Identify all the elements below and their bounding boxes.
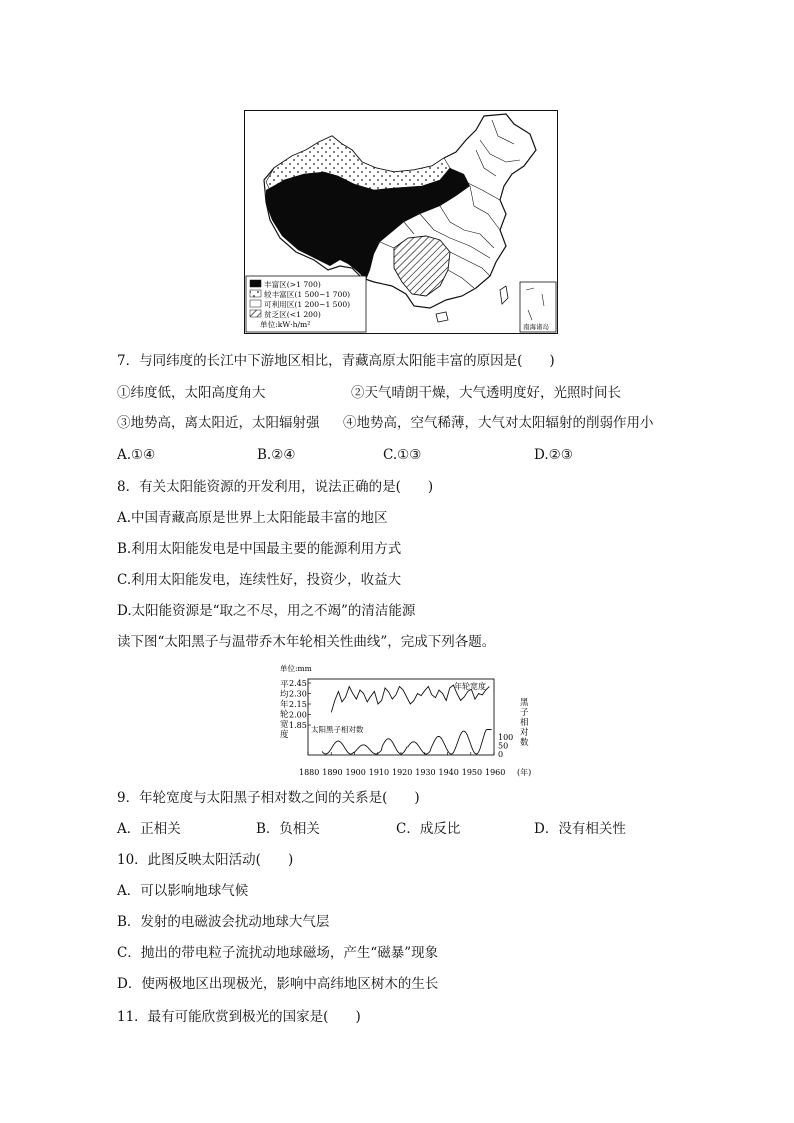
q10-option-c: C．抛出的带电粒子流扰动地球磁场，产生“磁暴”现象: [117, 945, 439, 961]
q7-statement-1: ①纬度低，太阳高度角大: [117, 385, 266, 401]
left-axis-char: 度: [280, 730, 289, 740]
left-axis-char: 宽: [280, 720, 289, 730]
q10-option-b: B．发射的电磁波会扰动地球大气层: [117, 914, 330, 930]
left-tick-label: 2.00: [289, 710, 307, 720]
chart-unit-label: 单位:mm: [280, 664, 312, 673]
x-tick-label: 1920: [392, 768, 413, 777]
q7-stem: 7．与同纬度的长江中下游地区相比，青藏高原太阳能丰富的原因是( ): [117, 353, 555, 369]
q9-option-c: C．成反比: [396, 821, 461, 837]
q7-statement-3: ③地势高，离太阳近，太阳辐射强: [117, 415, 320, 431]
x-tick-label: 1950: [461, 768, 483, 777]
right-axis-ticks: [498, 733, 513, 759]
right-axis-char: 数: [520, 738, 529, 748]
sunspot-tree-ring-chart: [280, 663, 540, 781]
china-solar-energy-map: [244, 110, 558, 334]
left-axis-char: 均: [280, 690, 289, 700]
q7-statement-4: ④地势高，空气稀薄，大气对太阳辐射的削弱作用小: [343, 415, 654, 431]
q9-stem: 9．年轮宽度与太阳黑子相对数之间的关系是( ): [117, 790, 420, 806]
series-label-ring-width: 年轮宽度: [454, 682, 486, 691]
left-axis-char: 年: [280, 700, 289, 710]
left-tick-label: 2.30: [289, 689, 307, 699]
q8-option-b: B.利用太阳能发电是中国最主要的能源利用方式: [117, 541, 402, 557]
series-label-sunspot: 太阳黑子相对数: [311, 725, 364, 734]
q8-stem: 8．有关太阳能资源的开发利用，说法正确的是( ): [117, 479, 434, 495]
left-tick-label: 2.45: [289, 679, 307, 688]
q7-statement-2: ②天气晴朗干燥，大气透明度好，光照时间长: [351, 385, 621, 401]
q9-option-d: D．没有相关性: [534, 821, 626, 837]
inset-label: 南海诸岛: [523, 323, 549, 331]
legend-poor: 贫乏区(<1 200): [264, 310, 321, 319]
q10-option-d: D．使两极地区出现极光，影响中高纬地区树木的生长: [117, 976, 439, 992]
q8-option-d: D.太阳能资源是“取之不尽，用之不竭”的清洁能源: [117, 603, 416, 619]
right-axis-char: 对: [520, 728, 529, 738]
q7-option-d: D.②③: [534, 447, 573, 463]
hainan-island: [436, 312, 448, 322]
right-axis-char: 黑: [520, 698, 529, 708]
left-tick-label: 2.15: [289, 700, 307, 709]
x-tick-label: 1910: [368, 768, 390, 777]
right-axis-char: 子: [520, 708, 529, 718]
plot-area: [322, 685, 492, 754]
x-axis-unit: (年): [517, 768, 532, 777]
q7-option-b: B.②④: [257, 447, 296, 463]
left-axis-label: [280, 680, 289, 740]
x-tick-label: 1960: [485, 768, 506, 777]
legend-relatively-rich: 较丰富区(1 500~1 700): [264, 290, 351, 299]
q8-option-c: C.利用太阳能发电，连续性好，投资少，收益大: [117, 572, 402, 588]
right-tick-label: 50: [498, 741, 509, 751]
right-axis-label: [520, 698, 529, 748]
q10-stem: 10．此图反映太阳活动( ): [117, 852, 294, 868]
q7-option-a: A.①④: [117, 447, 156, 463]
x-tick-label: 1880: [299, 768, 320, 777]
left-tick-label: 1.85: [289, 721, 307, 730]
right-tick-label: 100: [498, 733, 514, 742]
chart-intro: 读下图“太阳黑子与温带乔木年轮相关性曲线”，完成下列各题。: [117, 634, 496, 650]
legend-rich: 丰富区(>1 700): [264, 280, 321, 289]
x-tick-label: 1930: [415, 768, 436, 777]
q9-option-a: A．正相关: [117, 821, 181, 837]
right-axis-char: 相: [520, 718, 529, 728]
q10-option-a: A．可以影响地球气候: [117, 883, 249, 899]
legend-usable: 可利用区(1 200~1 500): [264, 300, 351, 309]
x-tick-label: 1940: [438, 768, 459, 777]
left-axis-char: 平: [280, 680, 289, 690]
left-axis-char: 轮: [280, 710, 289, 720]
q8-option-a: A.中国青藏高原是世界上太阳能最丰富的地区: [117, 510, 388, 526]
q11-stem: 11．最有可能欣赏到极光的国家是( ): [117, 1009, 361, 1025]
legend-unit: 单位:kW·h/m²: [260, 320, 311, 329]
right-tick-label: 0: [498, 750, 504, 759]
q9-option-b: B．负相关: [256, 821, 320, 837]
x-tick-label: 1890: [322, 768, 343, 777]
x-axis-ticks: [299, 752, 505, 777]
q7-option-c: C.①③: [383, 447, 422, 463]
x-tick-label: 1900: [345, 768, 366, 777]
